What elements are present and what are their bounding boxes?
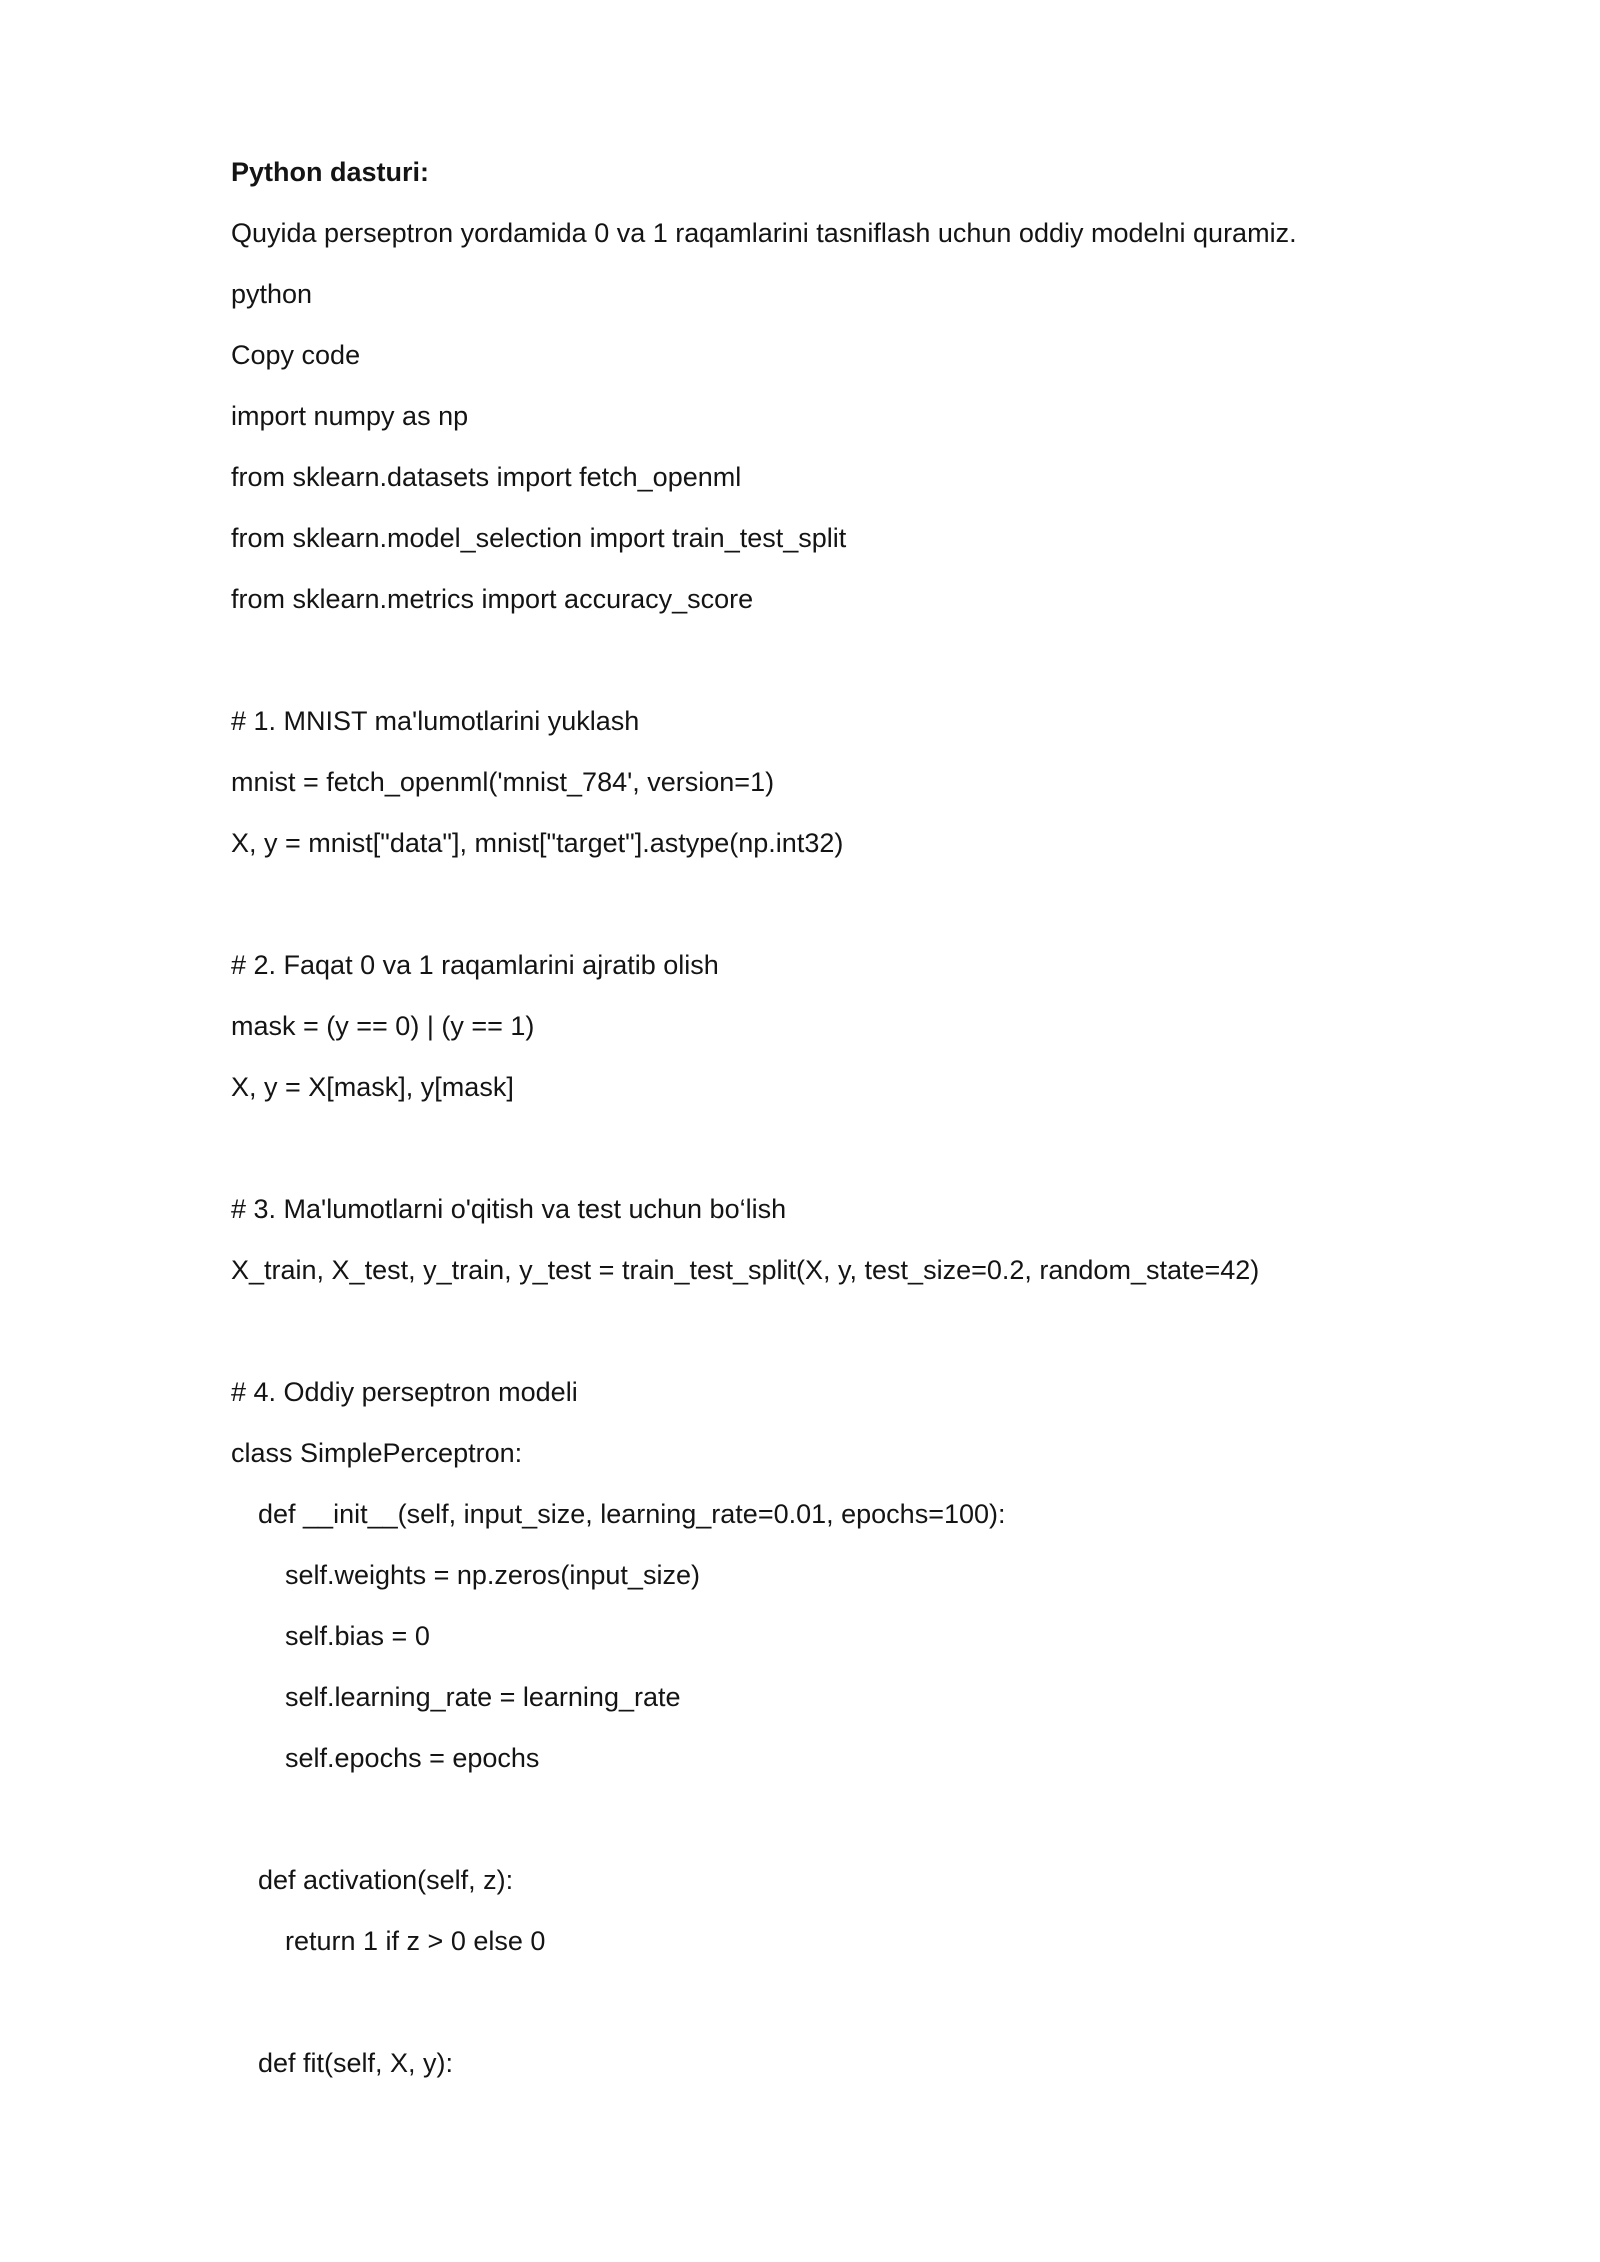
code-line: def activation(self, z): bbox=[258, 1865, 514, 1895]
code-line: from sklearn.metrics import accuracy_score bbox=[231, 584, 754, 614]
code-line: # 3. Ma'lumotlarni o'qitish va test uchun bo‘lish bbox=[231, 1194, 787, 1224]
code-line: X, y = X[mask], y[mask] bbox=[231, 1072, 514, 1102]
code-blank-line bbox=[231, 1126, 1431, 1187]
code-line: # 2. Faqat 0 va 1 raqamlarini ajratib olish bbox=[231, 950, 719, 980]
code-blank-line bbox=[231, 1980, 1431, 2041]
code-blank-line bbox=[231, 1309, 1431, 1370]
code-line: def __init__(self, input_size, learning_rate=0.01, epochs=100): bbox=[258, 1499, 1006, 1529]
code-blank-line bbox=[231, 1797, 1431, 1858]
document-content bbox=[231, 150, 1431, 2102]
code-line: # 4. Oddiy perseptron modeli bbox=[231, 1377, 578, 1407]
code-line: mnist = fetch_openml('mnist_784', version=1) bbox=[231, 767, 775, 797]
code-line: X_train, X_test, y_train, y_test = train_test_split(X, y, test_size=0.2, random_state=42) bbox=[231, 1255, 1260, 1285]
code-line: from sklearn.model_selection import train_test_split bbox=[231, 523, 847, 553]
code-line: # 1. MNIST ma'lumotlarini yuklash bbox=[231, 706, 640, 736]
code-line: self.epochs = epochs bbox=[285, 1743, 540, 1773]
code-line: self.bias = 0 bbox=[285, 1621, 430, 1651]
copy-code-label: Copy code bbox=[231, 340, 361, 370]
code-line: from sklearn.datasets import fetch_openml bbox=[231, 462, 742, 492]
code-block bbox=[231, 394, 1431, 2102]
code-line: self.weights = np.zeros(input_size) bbox=[285, 1560, 700, 1590]
code-blank-line bbox=[231, 882, 1431, 943]
code-blank-line bbox=[231, 638, 1431, 699]
code-line: self.learning_rate = learning_rate bbox=[285, 1682, 681, 1712]
code-language-label: python bbox=[231, 279, 313, 309]
section-heading: Python dasturi: bbox=[231, 157, 430, 187]
code-line: def fit(self, X, y): bbox=[258, 2048, 454, 2078]
intro-paragraph: Quyida perseptron yordamida 0 va 1 raqamlarini tasniflash uchun oddiy modelni quramiz. bbox=[231, 218, 1297, 248]
code-line: return 1 if z > 0 else 0 bbox=[285, 1926, 546, 1956]
code-line: X, y = mnist["data"], mnist["target"].astype(np.int32) bbox=[231, 828, 844, 858]
code-line: import numpy as np bbox=[231, 401, 469, 431]
code-line: mask = (y == 0) | (y == 1) bbox=[231, 1011, 535, 1041]
code-line: class SimplePerceptron: bbox=[231, 1438, 523, 1468]
